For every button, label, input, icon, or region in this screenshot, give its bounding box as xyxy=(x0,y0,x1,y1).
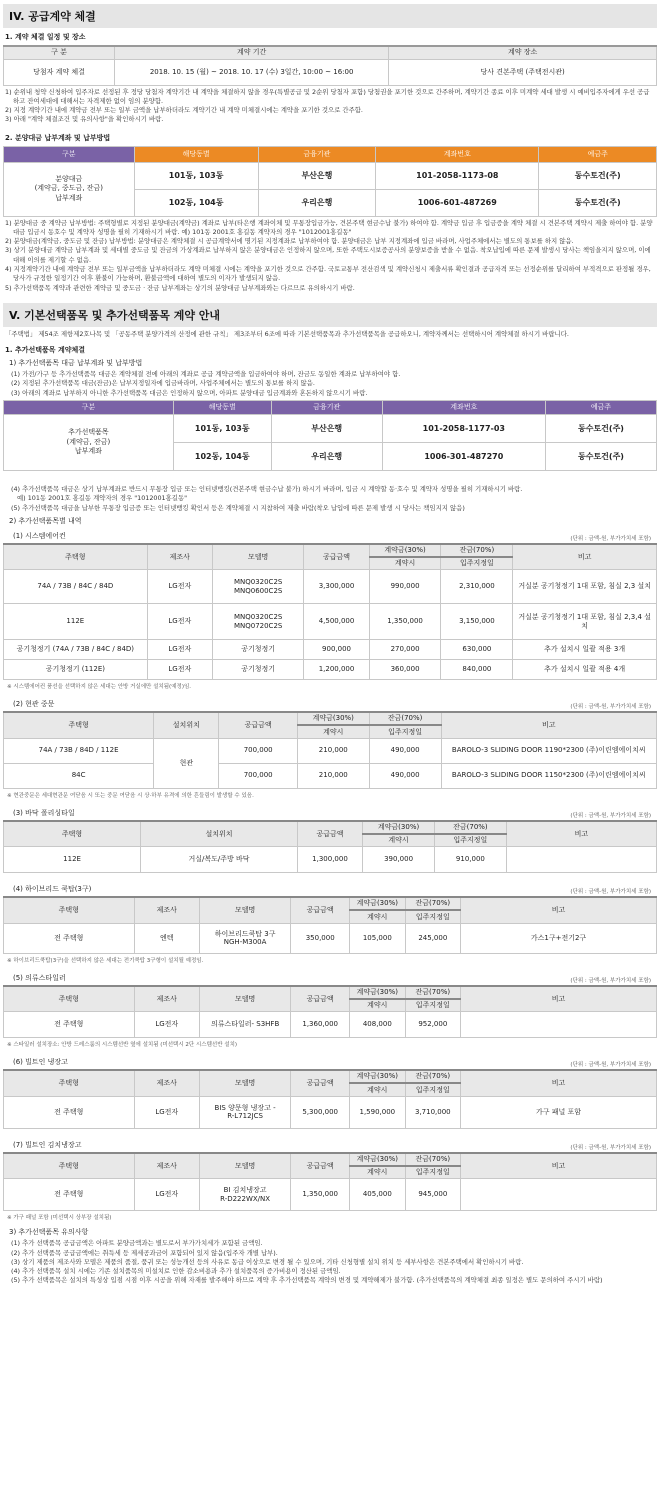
pay-bank: 우리은행 xyxy=(271,443,382,471)
th-balance: 잔금(70%) xyxy=(405,1070,461,1083)
cell: 900,000 xyxy=(304,640,369,660)
th-deposit-sub: 계약시 xyxy=(297,725,369,738)
cell: 910,000 xyxy=(434,847,506,873)
pay-holder: 동수토건(주) xyxy=(545,443,656,471)
pay-account: 1006-301-487270 xyxy=(382,443,545,471)
payment-account-table xyxy=(3,146,657,217)
th-deposit-sub: 계약시 xyxy=(350,1166,406,1179)
th-amount: 공급금액 xyxy=(219,712,297,738)
unit-note: (단위 : 금액-원, 부가가치세 포함) xyxy=(570,812,651,819)
payment-note: 2) 분양대금(계약금, 중도금 및 잔금) 납부방법: 분양대금은 계약체결 시 공급계약서에 명기된 지정계좌로 납부하여야 함. 분양대금은 납부 지정계좌에 입금 바라며, 사업주체에서는 별도의 통보를 하지 않음. xyxy=(5,237,574,246)
cell: 490,000 xyxy=(369,738,441,763)
option-caution-item: (1) 추가 선택품목 공급금액은 아파트 분양금액과는 별도로서 부가가치세가 포함된 금액임. xyxy=(11,1239,263,1248)
cell: 490,000 xyxy=(369,763,441,788)
th-model: 모델명 xyxy=(199,1070,290,1096)
cell: 거실분 공기청정기 1대 포함, 침실 2,3,4 설치 xyxy=(513,604,657,640)
cell: 3,150,000 xyxy=(441,604,513,640)
unit-note: (단위 : 금액-원, 부가가치세 포함) xyxy=(570,1062,651,1069)
pay-label: 분양대금 (계약금, 중도금, 잔금) 납부계좌 xyxy=(4,162,135,216)
cell: 거실/복도/주방 바닥 xyxy=(141,847,298,873)
th-maker: 제조사 xyxy=(134,986,199,1012)
cell: 405,000 xyxy=(350,1179,406,1211)
payment-note: 4) 지정계약기간 내에 계약금 전부 또는 일부금액을 납부하더라도 계약 미체결 시에는 계약을 포기한 것으로 간주함. 국토교통부 전산검색 및 계약신청시 제출서류 확인결과 공급자격 또는 선정순위를 달리하여 부적격으로 판정될 경우, 당사가 규정한 일정기간 이후 환불이 가능하며, 환불금액에 대하여 별도의 이자가 발생되지 않음. xyxy=(5,265,651,283)
th-note: 비고 xyxy=(461,897,657,923)
styler-note: ※ 스타일러 설치장소: 안방 드레스룸의 시스템선반 옆에 설치됨 (미선택시 2단 시스템선반 설치) xyxy=(7,1042,238,1049)
th-type: 주택형 xyxy=(4,821,141,847)
cell: 74A / 73B / 84D / 112E xyxy=(4,738,154,763)
option-payment-item: (5) 추가선택품목 대금을 납부한 무통장 입금증 또는 인터넷뱅킹 확인서 등은 계약체결 시 지참하여 제출 바람(착오 납입에 따른 문제 발생 시 당사는 책임지지 않음) xyxy=(11,503,465,512)
th-amount: 공급금액 xyxy=(304,544,369,570)
aircon-note: ※ 시스템에어컨 품선을 선택하지 않은 세대는 안방 거실에만 설치됨(예정)임. xyxy=(7,684,192,691)
cell: 전 주택형 xyxy=(4,923,135,953)
payment-note: 5) 추가선택품목 계약과 관련한 계약금 및 중도금 · 잔금 납부계좌는 상기의 분양대금 납부계좌와는 다르므로 유의하시기 바람. xyxy=(5,283,355,292)
th-type: 주택형 xyxy=(4,712,154,738)
th-deposit: 계약금(30%) xyxy=(350,986,406,999)
aircon-table xyxy=(3,543,657,681)
pay-account: 101-2058-1173-08 xyxy=(376,162,539,189)
cell: 84C xyxy=(4,763,154,788)
th-balance: 잔금(70%) xyxy=(369,712,441,725)
cell: 74A / 73B / 84C / 84D xyxy=(4,570,148,604)
th-note: 비고 xyxy=(461,986,657,1012)
option-payment-list xyxy=(5,370,655,398)
th-deposit-sub: 계약시 xyxy=(363,834,435,847)
th-amount: 공급금액 xyxy=(291,1153,350,1179)
th-note: 비고 xyxy=(441,712,657,738)
th-pay-account: 계좌번호 xyxy=(382,401,545,415)
option-payment-item: (4) 추가선택품목 대금은 상기 납부계좌로 반드시 무통장 입금 또는 인터넷뱅킹(견본주택 현금수납 불가) 하시기 바라며, 입금 시 계약할 동·호수 및 계약자 성명을 필히 기재하시기 바람. xyxy=(11,485,523,493)
cell: 의류스타일러- S3HFB xyxy=(199,1012,290,1038)
door-note: ※ 현관중문은 세대현관문 여닫음 시 또는 중문 여닫음 시 상·하부 유격에 의한 흔들림이 발생할 수 있음. xyxy=(7,792,254,799)
cell: 990,000 xyxy=(369,570,441,604)
cell: 3,710,000 xyxy=(405,1096,461,1128)
th-amount: 공급금액 xyxy=(291,986,350,1012)
option-caution-list xyxy=(5,1239,655,1285)
cell: 952,000 xyxy=(405,1012,461,1038)
unit-note: (단위 : 금액-원, 부가가치세 포함) xyxy=(570,704,651,711)
cell: 245,000 xyxy=(405,923,461,953)
cell: 630,000 xyxy=(441,640,513,660)
kimchi-note: ※ 가구 패널 포함 (미선택시 상부장 설치됨) xyxy=(7,1215,112,1222)
th-pay-bank: 금융기관 xyxy=(258,146,376,162)
cell: 408,000 xyxy=(350,1012,406,1038)
cell: 1,360,000 xyxy=(291,1012,350,1038)
cell: LG전자 xyxy=(134,1179,199,1211)
sched-category: 당첨자 계약 체결 xyxy=(4,59,115,85)
th-balance: 잔금(70%) xyxy=(405,897,461,910)
pay-holder: 동수토건(주) xyxy=(539,189,657,216)
th-note: 비고 xyxy=(513,544,657,570)
th-type: 주택형 xyxy=(4,1153,135,1179)
th-balance-sub: 입주지정일 xyxy=(369,725,441,738)
th-maker: 제조사 xyxy=(134,1070,199,1096)
sched-place: 당사 견본주택 (주택전시관) xyxy=(389,59,657,85)
th-balance-sub: 입주지정일 xyxy=(441,557,513,570)
th-deposit: 계약금(30%) xyxy=(350,1153,406,1166)
th-deposit: 계약금(30%) xyxy=(350,1070,406,1083)
fridge-table xyxy=(3,1069,657,1129)
payment-heading: 2. 분양대금 납부계좌 및 납부방법 xyxy=(5,133,111,142)
cooktop-note: ※ 하이브리드쿡탑(3구)을 선택하지 않은 세대는 전기쿡탑 3구형이 설치될 예정임. xyxy=(7,957,204,964)
th-note: 비고 xyxy=(461,1153,657,1179)
th-pay-holder: 예금주 xyxy=(545,401,656,415)
cell: 350,000 xyxy=(291,923,350,953)
kimchi-title: (7) 빌트인 김치냉장고 xyxy=(13,1140,82,1149)
cell: LG전자 xyxy=(147,660,212,680)
cell: 공기청정기 (112E) xyxy=(4,660,148,680)
cell xyxy=(461,1179,657,1211)
payment-note: 1) 분양대금 중 계약금 납부방법: 주택형별로 지정된 분양대금(계약금) 계좌로 납부(타은행 계좌이체 및 무통장입금가능, 견본주택 현금수납 불가) 하여야 함. 계약금 입금 후 입금증을 계약 체결 시 견본주택 계약시 제출 하여야 함. 분양대금 입금시 동호수 및 계약자 성명을 필히 기재하시기 바람. 예) 101동 2001호 홍길동 계약자의 경우 "1012001홍길동" xyxy=(5,218,653,236)
th-amount: 공급금액 xyxy=(291,1070,350,1096)
option-contract-heading: 1. 추가선택품목 계약체결 xyxy=(5,346,86,355)
option-pay-label: 추가선택품목 (계약금, 잔금) 납부계좌 xyxy=(4,415,174,471)
option-payment-item: (3) 아래의 계좌로 납부하지 아니한 추가선택품목 대금은 인정하지 않으며, 아파트 분양대금 입금계좌와 혼돈하지 않으시기 바람. xyxy=(11,388,368,397)
cell: BAROLO-3 SLIDING DOOR 1190*2300 (주)이린엠에이치씨 xyxy=(441,738,657,763)
pay-holder: 동수토건(주) xyxy=(539,162,657,189)
cell: 1,590,000 xyxy=(350,1096,406,1128)
th-note: 비고 xyxy=(461,1070,657,1096)
th-balance: 잔금(70%) xyxy=(405,1153,461,1166)
th-balance: 잔금(70%) xyxy=(405,986,461,999)
pay-account: 101-2058-1177-03 xyxy=(382,415,545,443)
option-payment-example: 예) 101동 2001호 홍길동 계약자의 경우 "1012001홍길동" xyxy=(17,494,188,503)
th-category: 구 분 xyxy=(4,46,115,59)
cell: 1,350,000 xyxy=(369,604,441,640)
cell: 112E xyxy=(4,604,148,640)
cell: 5,300,000 xyxy=(291,1096,350,1128)
unit-note: (단위 : 금액-원, 부가가치세 포함) xyxy=(570,977,651,984)
option-caution-item: (5) 추가 선택품목은 설치의 특성상 입점 시점 이후 시공을 위해 자재를 발주해야 하므로 계약 후 추가선택품목 계약의 변경 및 계약해제가 불가함. (추가선택품목의 계약체결 최종 일정은 별도 문의하여 주시기 바람) xyxy=(11,1276,603,1285)
option-caution-item: (4) 추가 선택품목 설치 시에는 기존 설치품목의 미설치로 인한 감소비용과 추가 설치품목의 증가비용이 정산된 금액임. xyxy=(11,1267,341,1276)
th-model: 모델명 xyxy=(199,1153,290,1179)
cell: 전 주택형 xyxy=(4,1096,135,1128)
cell: 390,000 xyxy=(363,847,435,873)
cell: 210,000 xyxy=(297,763,369,788)
th-amount: 공급금액 xyxy=(297,821,362,847)
th-balance-sub: 입주지정일 xyxy=(405,1166,461,1179)
pay-bank: 우리은행 xyxy=(258,189,376,216)
cell: 700,000 xyxy=(219,763,297,788)
th-balance-sub: 입주지정일 xyxy=(405,1083,461,1096)
cell: 3,300,000 xyxy=(304,570,369,604)
pay-account: 1006-601-487269 xyxy=(376,189,539,216)
cell: 전 주택형 xyxy=(4,1179,135,1211)
contract-note: 2) 지정 계약기간 내에 계약금 전부 또는 일부 금액을 납부하더라도 계약기간 내 계약 미체결시에는 계약을 포기한 것으로 간주함. xyxy=(5,106,363,115)
pay-bank: 부산은행 xyxy=(271,415,382,443)
cooktop-table xyxy=(3,896,657,954)
option-caution-heading: 3) 추가선택품목 유의사항 xyxy=(9,1228,89,1237)
door-title: (2) 현관 중문 xyxy=(13,700,55,709)
cell: LG전자 xyxy=(134,1096,199,1128)
th-pay-bank: 금융기관 xyxy=(271,401,382,415)
unit-note: (단위 : 금액-원, 부가가치세 포함) xyxy=(570,1144,651,1151)
th-model: 모델명 xyxy=(212,544,303,570)
th-pay-category: 구분 xyxy=(4,401,174,415)
th-balance-sub: 입주지정일 xyxy=(434,834,506,847)
pay-holder: 동수토건(주) xyxy=(545,415,656,443)
cell: 가구 패널 포함 xyxy=(461,1096,657,1128)
contract-note: 1) 순위내 청약 신청하여 입주자로 선정된 후 정당 당첨자 계약기간 내 계약을 체결하지 않을 경우(특별공급 및 2순위 당첨자 포함) 당첨권을 포기한 것으로 간주하며, 계약기간 종료 이후 미계약 세대 발생 시 예비입주자에게 우선 공급하고 잔여세대에 대해서는 자격제한 없이 임의 분양함. xyxy=(5,87,650,105)
th-balance-sub: 입주지정일 xyxy=(405,910,461,923)
th-period: 계약 기간 xyxy=(115,46,389,59)
cell: 하이브리드쿡탑 3구 NGH-M300A xyxy=(199,923,290,953)
th-place: 설치위치 xyxy=(141,821,298,847)
cell: BIS 양문형 냉장고 - R-L712JCS xyxy=(199,1096,290,1128)
cell xyxy=(461,1012,657,1038)
section-v-title: V. 기본선택품목 및 추가선택품목 계약 안내 xyxy=(3,303,657,327)
pay-building: 101동, 103동 xyxy=(134,162,258,189)
unit-note: (단위 : 금액-원, 부가가치세 포함) xyxy=(570,889,651,896)
cell: BAROLO-3 SLIDING DOOR 1150*2300 (주)이린엠에이치씨 xyxy=(441,763,657,788)
cell: 700,000 xyxy=(219,738,297,763)
option-payment-list-2 xyxy=(5,485,655,513)
cell: 공기청정기 xyxy=(212,660,303,680)
th-deposit: 계약금(30%) xyxy=(363,821,435,834)
option-account-table xyxy=(3,400,657,471)
th-deposit: 계약금(30%) xyxy=(297,712,369,725)
th-type: 주택형 xyxy=(4,1070,135,1096)
cell: 2,310,000 xyxy=(441,570,513,604)
cell: 105,000 xyxy=(350,923,406,953)
kimchi-table xyxy=(3,1152,657,1212)
th-balance: 잔금(70%) xyxy=(441,544,513,557)
pay-building: 102동, 104동 xyxy=(134,189,258,216)
cell: 840,000 xyxy=(441,660,513,680)
cell: 가스1구+전기2구 xyxy=(461,923,657,953)
option-caution-item: (2) 추가 선택품목 공급금액에는 취득세 등 제세공과금이 포함되어 있지 않음(입주자 개별 납부). xyxy=(11,1248,278,1257)
pay-bank: 부산은행 xyxy=(258,162,376,189)
cell: MNQ0320C2S MNQ0600C2S xyxy=(212,570,303,604)
door-place: 현관 xyxy=(154,738,219,788)
section-iv-title: IV. 공급계약 체결 xyxy=(3,4,657,28)
cell: 추가 설치시 일괄 적용 4개 xyxy=(513,660,657,680)
cell: 1,300,000 xyxy=(297,847,362,873)
th-pay-account: 계좌번호 xyxy=(376,146,539,162)
styler-title: (5) 의류스타일러 xyxy=(13,973,66,982)
styler-table xyxy=(3,985,657,1039)
th-balance: 잔금(70%) xyxy=(434,821,506,834)
cell: 210,000 xyxy=(297,738,369,763)
payment-notes xyxy=(5,219,655,293)
cell: 270,000 xyxy=(369,640,441,660)
cell: MNQ0320C2S MNQ0720C2S xyxy=(212,604,303,640)
th-deposit: 계약금(30%) xyxy=(350,897,406,910)
th-model: 모델명 xyxy=(199,897,290,923)
th-model: 모델명 xyxy=(199,986,290,1012)
th-pay-building: 해당동별 xyxy=(134,146,258,162)
cell: LG전자 xyxy=(134,1012,199,1038)
th-deposit: 계약금(30%) xyxy=(369,544,441,557)
aircon-title: (1) 시스템에어컨 xyxy=(13,531,66,540)
option-items-heading: 2) 추가선택품목별 내역 xyxy=(9,516,82,525)
th-place: 계약 장소 xyxy=(389,46,657,59)
cell: 공기청정기 (74A / 73B / 84C / 84D) xyxy=(4,640,148,660)
cell: LG전자 xyxy=(147,604,212,640)
sched-period: 2018. 10. 15 (월) ~ 2018. 10. 17 (수) 3일간, 10:00 ~ 16:00 xyxy=(115,59,389,85)
th-deposit-sub: 계약시 xyxy=(350,999,406,1012)
section-v-intro: 「주택법」 제54조 제항제2호나목 및 「공동주택 분양가격의 산정에 관한 규칙」 제3조부터 6조에 따라 기본선택품목과 추가선택품목을 공급하오니, 계약자께서는 선택하시어 계약체결 하시기 바랍니다. xyxy=(5,329,569,338)
cell: 추가 설치시 일괄 적용 3개 xyxy=(513,640,657,660)
cell: 1,350,000 xyxy=(291,1179,350,1211)
th-type: 주택형 xyxy=(4,544,148,570)
door-table xyxy=(3,711,657,789)
th-maker: 제조사 xyxy=(134,897,199,923)
page xyxy=(0,4,660,1286)
contract-notes xyxy=(5,88,655,125)
floor-title: (3) 바닥 폴리싱타일 xyxy=(13,808,75,817)
contract-schedule-heading: 1. 계약 체결 일정 및 장소 xyxy=(5,33,86,41)
cell: 4,500,000 xyxy=(304,604,369,640)
payment-note: 3) 상기 분양대금 계약금 납부계좌 및 세대별 중도금 및 잔금의 가상계좌로 납부하지 않은 분양대금은 인정하지 않으며, 또한 주택도시보증공사의 분양보증을 받을 수 없음. 착오납입에 따른 문제 발생시 당사는 책임을지지 않으며, 이에 대해 이의를 제기할 수 없음. xyxy=(5,246,651,264)
cell: 945,000 xyxy=(405,1179,461,1211)
option-caution-item: (3) 상기 제품의 제조사와 모델은 제품의 품절, 품귀 또는 성능개선 등의 사유로 동급 이상으로 변경 될 수 있으며, 기타 신청형별 설치 위치 등 세부사항은 견본주택에서 확인하시기 바람. xyxy=(11,1257,524,1266)
th-place: 설치위치 xyxy=(154,712,219,738)
th-pay-category: 구분 xyxy=(4,146,135,162)
cell: 1,200,000 xyxy=(304,660,369,680)
th-maker: 제조사 xyxy=(134,1153,199,1179)
fridge-title: (6) 빌트인 냉장고 xyxy=(13,1058,68,1067)
pay-building: 102동, 104동 xyxy=(173,443,271,471)
th-amount: 공급금액 xyxy=(291,897,350,923)
cell: 전 주택형 xyxy=(4,1012,135,1038)
th-note: 비고 xyxy=(506,821,656,847)
th-type: 주택형 xyxy=(4,897,135,923)
cell: 거실분 공기청정기 1대 포함, 침실 2,3 설치 xyxy=(513,570,657,604)
th-maker: 제조사 xyxy=(147,544,212,570)
th-deposit-sub: 계약시 xyxy=(369,557,441,570)
cooktop-title: (4) 하이브리드 쿡탑(3구) xyxy=(13,885,92,894)
pay-building: 101동, 103동 xyxy=(173,415,271,443)
th-balance-sub: 입주지정일 xyxy=(405,999,461,1012)
unit-note: (단위 : 금액-원, 부가가치세 포함) xyxy=(570,535,651,542)
contract-note: 3) 아래 "계약 체결조건 및 유의사항"을 확인하시기 바람. xyxy=(5,115,164,124)
th-deposit-sub: 계약시 xyxy=(350,1083,406,1096)
option-payment-item: (1) 가전/가구 등 추가선택품목 대금은 계약체결 전에 아래의 계좌로 공급 계약금액을 입금하여야 하며, 잔금도 동일한 계좌로 납부하여야 함. xyxy=(11,370,401,379)
cell xyxy=(506,847,656,873)
cell: BI 김치냉장고 R-D222WX/NX xyxy=(199,1179,290,1211)
th-type: 주택형 xyxy=(4,986,135,1012)
option-payment-heading: 1) 추가선택품목 대금 납부계좌 및 납부방법 xyxy=(9,359,143,368)
cell: 112E xyxy=(4,847,141,873)
th-pay-holder: 예금주 xyxy=(539,146,657,162)
option-payment-item: (2) 지정된 추가선택품목 대금(잔금)은 납부지정일자에 입금바라며, 사업주체에서는 별도의 통보를 하지 않음. xyxy=(11,379,315,388)
cell: 엔텍 xyxy=(134,923,199,953)
floor-table xyxy=(3,820,657,874)
th-pay-building: 해당동별 xyxy=(173,401,271,415)
cell: LG전자 xyxy=(147,640,212,660)
th-deposit-sub: 계약시 xyxy=(350,910,406,923)
cell: 공기청정기 xyxy=(212,640,303,660)
cell: 360,000 xyxy=(369,660,441,680)
contract-schedule-table xyxy=(3,45,657,86)
cell: LG전자 xyxy=(147,570,212,604)
